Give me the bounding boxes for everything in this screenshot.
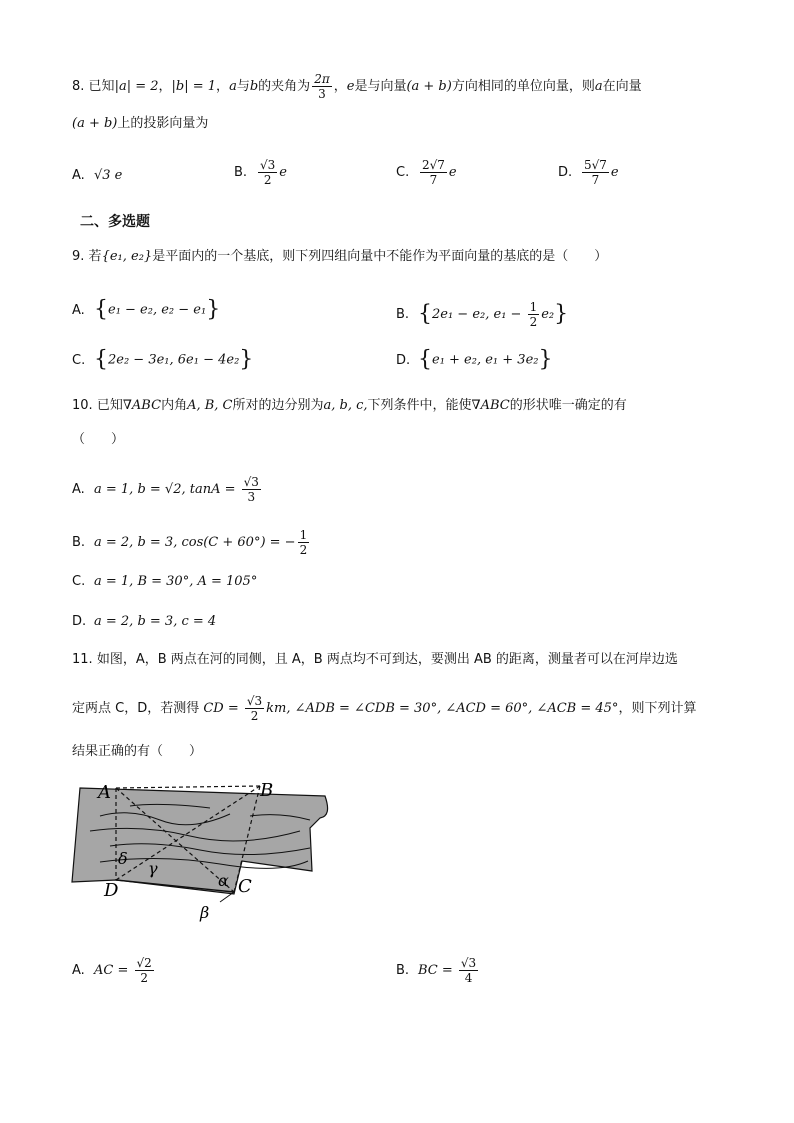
- q11-line2: 定两点 C，D，若测得 CD = $\frac{√3}{2}$ km, ∠ADB = ∠CDB = 30°, ∠ACD = 60°, ∠ACB = 45°，则下列计算: [72, 694, 697, 723]
- q8-option-b: B. $\frac{√3}{2}$ e: [234, 158, 287, 187]
- angle-fraction: $\frac{2\pi}{3}$: [314, 72, 330, 101]
- q11-option-b: B. BC = $\frac{√3}{4}$: [396, 956, 477, 985]
- point-d-label: D: [104, 880, 119, 901]
- q10-paren: （ ）: [72, 432, 125, 447]
- q8-line2: (a + b)上的投影向量为: [72, 116, 209, 131]
- q9-stem: 9. 若{e₁, e₂}是平面内的一个基底，则下列四组向量中不能作为平面向量的基底的是（ ）: [72, 249, 608, 264]
- q10-option-c: C. a = 1, B = 30°, A = 105°: [72, 574, 258, 589]
- q8-option-d: D. $\frac{5√7}{7}$ e: [558, 158, 619, 187]
- q10-option-b: B. a = 2, b = 3, cos(C + 60°) = − $\frac{1}{2}$: [72, 528, 308, 557]
- q8-line1: 8. 已知|a| = 2，|b| = 1，a与b的夹角为 $\frac{2\pi}{3}$ ，e是与向量(a + b)方向相同的单位向量，则a在向量: [72, 72, 642, 101]
- q9-option-c: C. {2e₂ − 3e₁, 6e₁ − 4e₂}: [72, 347, 254, 372]
- river-bank: [72, 788, 328, 894]
- gamma-label: γ: [148, 859, 158, 878]
- point-c-label: C: [238, 876, 252, 897]
- delta-label: δ: [118, 849, 128, 868]
- q8-option-c: C. $\frac{2√7}{7}$ e: [396, 158, 457, 187]
- q10-option-a: A. a = 1, b = √2, tanA = $\frac{√3}{3}$: [72, 475, 259, 504]
- river-figure: [70, 776, 340, 926]
- q10-stem: 10. 已知∇ABC内角A, B, C所对的边分别为a, b, c,下列条件中，能使∇ABC的形状唯一确定的有: [72, 398, 627, 413]
- q8-option-a: A. √3 e: [72, 168, 123, 183]
- q11-line3: 结果正确的有（ ）: [72, 744, 203, 759]
- point-a-label: A: [98, 782, 111, 803]
- beta-label: β: [200, 903, 210, 922]
- q8-number: 8.: [72, 79, 85, 94]
- q9-option-d: D. {e₁ + e₂, e₁ + 3e₂}: [396, 347, 553, 372]
- point-b-label: B: [260, 780, 274, 801]
- section-title: 二、多选题: [80, 214, 150, 230]
- q11-line1: 11. 如图，A，B 两点在河的同侧，且 A，B 两点均不可到达，要测出 AB 的距离，测量者可以在河岸边选: [72, 652, 678, 667]
- alpha-label: α: [218, 871, 229, 890]
- q10-option-d: D. a = 2, b = 3, c = 4: [72, 614, 217, 629]
- q11-option-a: A. AC = $\frac{√2}{2}$: [72, 956, 152, 985]
- q9-option-a: A. {e₁ − e₂, e₂ − e₁}: [72, 297, 221, 322]
- q9-option-b: B. {2e₁ − e₂, e₁ − $\frac{1}{2}$ e₂}: [396, 300, 569, 329]
